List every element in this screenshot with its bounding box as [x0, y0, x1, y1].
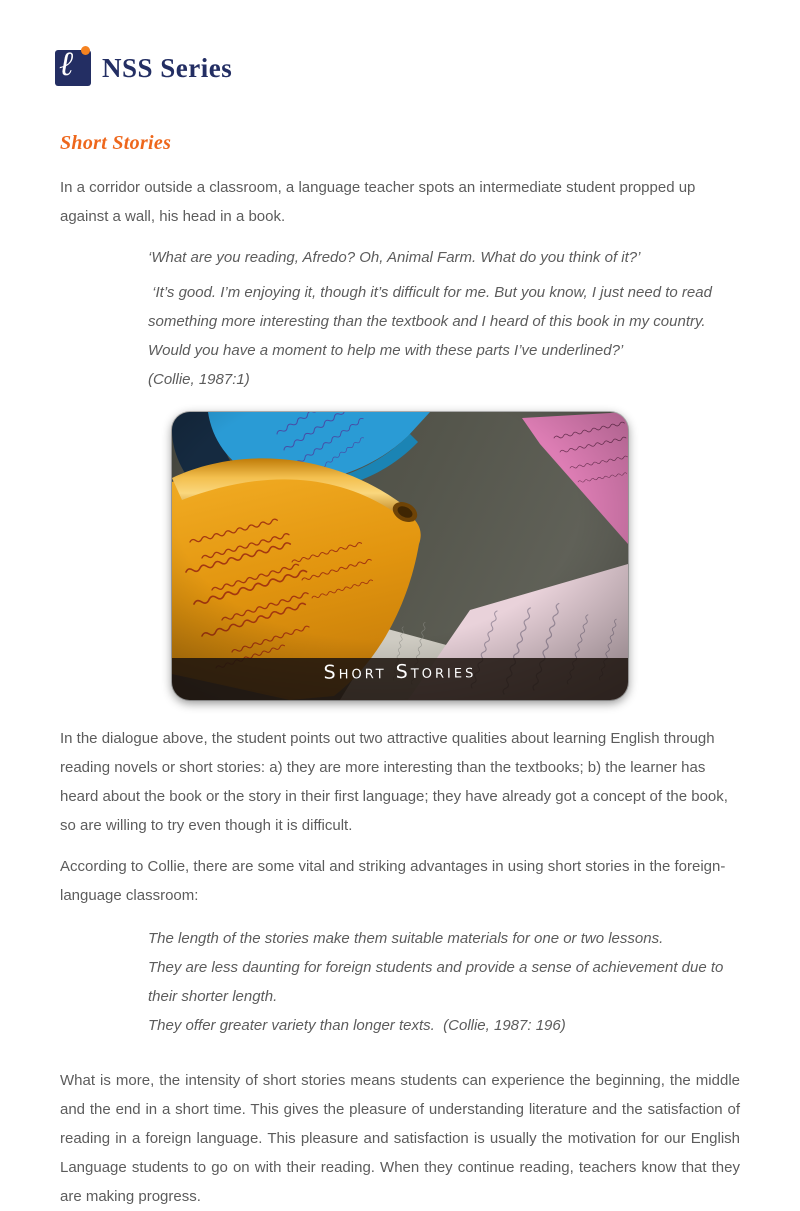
quote-line: ‘It’s good. I’m enjoying it, though it’s difficult for me. But you know, I just need to read something more interesting than the textbook and I heard of this book in my country. Would you have a moment to help me with these parts I’ve underlined?’	[148, 284, 712, 359]
brand-name: NSS Series	[102, 52, 233, 83]
brand-logo[interactable]	[55, 44, 800, 86]
paragraph-dialogue-analysis: In the dialogue above, the student points out two attractive qualities about learning English through reading novels or short stories: a) they are more interesting than the textbooks; b) the learner has heard about the book or the story in their first language; they have already got a concept of the book, so are willing to try even though it is difficult.	[60, 730, 728, 834]
article-content	[60, 132, 740, 1211]
quote-line: They are less daunting for foreign students and provide a sense of achievement due to their shorter length.	[148, 959, 724, 1005]
quote-line: ‘What are you reading, Afredo? Oh, Animal Farm. What do you think of it?’	[148, 249, 641, 266]
vignette-overlay	[172, 412, 628, 700]
paragraph-collie-intro: According to Collie, there are some vital and striking advantages in using short stories in the foreign-language classroom:	[60, 858, 726, 904]
advantages-quote	[148, 924, 728, 1040]
article-title: Short Stories	[60, 132, 172, 154]
orange-dot-icon	[81, 46, 90, 55]
quote-line: The length of the stories make them suitable materials for one or two lessons.	[148, 930, 664, 947]
paragraph-intro: In a corridor outside a classroom, a language teacher spots an intermediate student propped up against a wall, his head in a book.	[60, 179, 696, 225]
quote-line: They offer greater variety than longer texts. (Collie, 1987: 196)	[148, 1017, 566, 1034]
brand-mark-icon	[55, 44, 91, 86]
script-l-icon: ℓ	[59, 44, 74, 84]
quote-citation: (Collie, 1987:1)	[148, 371, 250, 388]
dialogue-quote	[148, 243, 720, 394]
short-stories-photo	[172, 412, 628, 700]
photo-illustration	[172, 412, 628, 700]
photo-caption: Short Stories	[323, 660, 477, 684]
paragraph-conclusion: What is more, the intensity of short stories means students can experience the beginning, the middle and the end in a short time. This gives the pleasure of understanding literature and the satisfaction of reading in a foreign language. This pleasure and satisfaction is usually the motivation for our English Language students to go on with their reading. When they continue reading, teachers know that they are making progress.	[60, 1072, 740, 1205]
